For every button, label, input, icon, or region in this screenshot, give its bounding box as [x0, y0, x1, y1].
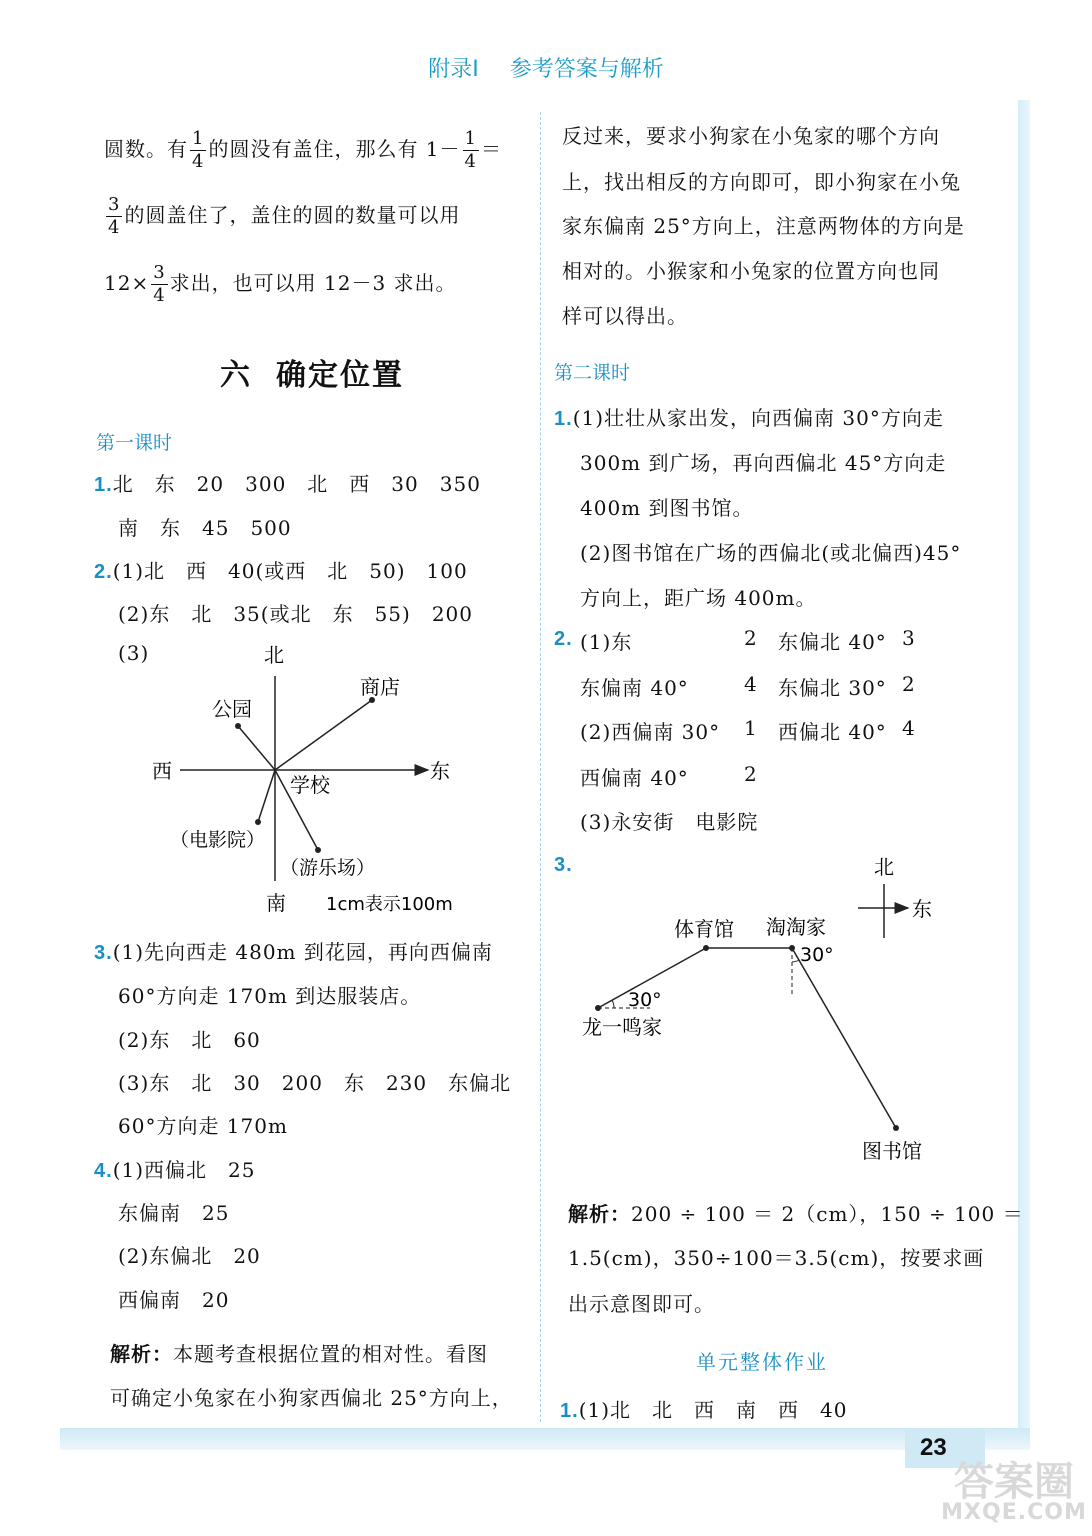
r-q1-line-3: 400m 到图书馆。: [580, 496, 754, 520]
q3-line-3: (2)东 北 60: [118, 1028, 261, 1052]
right-cont-line-2: 上，找出相反的方向即可，即小狗家在小兔: [562, 170, 961, 194]
page-edge-bottom: [60, 1428, 1030, 1450]
question-number: 3.: [94, 942, 113, 964]
angle-arc-1: [612, 1000, 614, 1008]
numerator: 3: [108, 194, 121, 215]
denominator: 4: [192, 151, 205, 172]
r-q2-number: [554, 626, 573, 651]
text: 12×: [104, 271, 150, 295]
analysis-text: 200 ÷ 100 ＝ 2（cm），150 ÷ 100 ＝: [631, 1202, 1024, 1226]
line-to-cinema: [258, 770, 275, 822]
denominator: 4: [464, 151, 477, 172]
right-analysis-line-1: [568, 1198, 1024, 1227]
fraction: [151, 264, 167, 305]
direction-map-1: [140, 636, 520, 920]
right-analysis-line-3: 出示意图即可。: [568, 1292, 715, 1316]
r-q2-r1-c2: 2: [744, 626, 758, 650]
q1-line-1: [94, 468, 481, 497]
appendix-label: 附录Ⅰ: [428, 57, 479, 82]
running-header: [0, 52, 1092, 83]
fraction: [106, 196, 122, 237]
r-q2-r4-c1: 西偏南 40°: [580, 766, 689, 790]
text: 圆数。有: [104, 137, 188, 161]
library-label: 图书馆: [862, 1139, 922, 1163]
watermark-text: 答案圈: [954, 1459, 1074, 1505]
q3-line-4: (3)东 北 30 200 东 230 东偏北: [118, 1071, 512, 1095]
numerator: 1: [192, 128, 205, 149]
taotao-label: 淘淘家: [766, 915, 826, 939]
right-cont-line-4: 相对的。小猴家和小兔家的位置方向也同: [562, 259, 940, 283]
r-q1-line-4: (2)图书馆在广场的西偏北(或北偏西)45°: [580, 541, 962, 565]
west-label: 西: [152, 759, 172, 783]
page-number: 23: [920, 1434, 947, 1461]
left-analysis-line-2: 可确定小兔家在小狗家西偏北 25°方向上，: [110, 1386, 513, 1410]
text: 的圆没有盖住，那么有 1－: [208, 137, 461, 161]
taotao-home-point: [789, 945, 795, 951]
q3-line-5: 60°方向走 170m: [118, 1114, 288, 1138]
analysis-text: 本题考查根据位置的相对性。看图: [173, 1342, 488, 1366]
angle-label-2: 30°: [800, 944, 834, 966]
left-analysis-line-1: [110, 1338, 488, 1367]
long-home-label: 龙一鸣家: [582, 1015, 662, 1039]
text: 求出，也可以用 12－3 求出。: [169, 271, 457, 295]
south-label: 南: [266, 891, 286, 915]
q4-line-1: [94, 1154, 255, 1183]
question-number: 3.: [554, 854, 573, 876]
answer-text: (1)先向西走 480m 到花园，再向西偏南: [112, 940, 493, 964]
chapter-title: 确定位置: [276, 358, 404, 393]
long-home-point: [595, 1005, 601, 1011]
unit-q1-line-1: [560, 1394, 847, 1423]
route-segment-3: [792, 948, 896, 1128]
q1-line-2: 南 东 45 500: [118, 516, 292, 540]
watermark-url: MXQE.COM: [941, 1500, 1087, 1525]
cinema-label: （电影院）: [170, 829, 266, 851]
compass-north-label: 北: [874, 855, 894, 879]
answer-text: 北 东 20 300 北 西 30 350: [112, 472, 481, 496]
park-point: [235, 723, 241, 729]
answer-text: (1)西偏北 25: [112, 1158, 256, 1182]
scale-label: 1cm表示100m: [326, 894, 453, 915]
intro-line-2: [104, 196, 460, 237]
question-number: 2.: [94, 561, 113, 583]
denominator: 4: [108, 217, 121, 238]
numerator: 3: [153, 262, 166, 283]
lesson-1-title: 第一课时: [96, 432, 173, 454]
text: 的圆盖住了，盖住的圆的数量可以用: [124, 203, 461, 227]
line-to-store: [275, 700, 372, 770]
r-q2-r2-c3: 东偏北 30°: [778, 676, 887, 700]
store-label: 商店: [360, 675, 400, 699]
page-edge-right: [1018, 100, 1030, 1440]
angle-arc-2: [792, 960, 799, 962]
gym-label: 体育馆: [674, 917, 734, 941]
q4-line-3: (2)东偏北 20: [118, 1244, 261, 1268]
r-q2-r3-c3: 西偏北 40°: [778, 720, 887, 744]
gym-point: [703, 945, 709, 951]
r-q2-r4-c2: 2: [744, 762, 758, 786]
r-q2-r2-c4: 2: [902, 672, 916, 696]
question-number: 1.: [560, 1400, 579, 1422]
q2-line-1: [94, 555, 468, 584]
r-q2-r3-c1: (2)西偏南 30°: [580, 720, 721, 744]
compass-east-label: 东: [912, 897, 932, 921]
q2-line-3: (3): [118, 641, 150, 665]
angle-label-1: 30°: [628, 989, 662, 1011]
r-q2-r1-c3: 东偏北 40°: [778, 630, 887, 654]
watermark-logo: [940, 1459, 1088, 1534]
q3-line-2: 60°方向走 170m 到达服装店。: [118, 984, 422, 1008]
route-map: [570, 846, 970, 1170]
r-q2-r1-c1: (1)东: [580, 630, 633, 654]
question-number: 1.: [94, 474, 113, 496]
chapter-number: 六: [220, 358, 252, 393]
q4-line-4: 西偏南 20: [118, 1288, 230, 1312]
lesson-2-title: 第二课时: [554, 362, 631, 384]
fraction: [190, 130, 206, 171]
numerator: 1: [464, 128, 477, 149]
r-q2-r3-c4: 4: [902, 716, 916, 740]
question-number: 2.: [554, 628, 573, 650]
north-label: 北: [264, 643, 284, 667]
right-cont-line-5: 样可以得出。: [562, 304, 688, 328]
r-q2-r2-c1: 东偏南 40°: [580, 676, 689, 700]
r-q1-line-5: 方向上，距广场 400m。: [580, 586, 817, 610]
denominator: 4: [153, 285, 166, 306]
right-cont-line-1: 反过来，要求小狗家在小兔家的哪个方向: [562, 124, 940, 148]
library-point: [893, 1125, 899, 1131]
right-analysis-line-2: 1.5(cm)，350÷100＝3.5(cm)，按要求画: [568, 1246, 985, 1270]
r-q2-r3-c2: 1: [744, 716, 758, 740]
question-number: 4.: [94, 1160, 113, 1182]
park-label: 公园: [212, 697, 252, 721]
analysis-label: 解析：: [110, 1342, 173, 1366]
r-q1-line-1: [554, 402, 944, 431]
cinema-point: [255, 819, 261, 825]
answer-text: (1)北 西 40(或西 北 50) 100: [112, 559, 468, 583]
text: ＝: [481, 137, 502, 161]
intro-line-3: [104, 264, 457, 305]
header-title: 参考答案与解析: [509, 57, 664, 82]
r-q1-line-2: 300m 到广场，再向西偏北 45°方向走: [580, 451, 947, 475]
analysis-label: 解析：: [568, 1202, 631, 1226]
intro-line-1: [104, 130, 502, 171]
right-cont-line-3: 家东偏南 25°方向上，注意两物体的方向是: [562, 214, 965, 238]
q4-line-2: 东偏南 25: [118, 1201, 230, 1225]
line-to-park: [238, 726, 275, 770]
question-number: 1.: [554, 408, 573, 430]
east-label: 东: [430, 759, 450, 783]
answer-text: (1)壮壮从家出发，向西偏南 30°方向走: [572, 406, 944, 430]
r-q2-r2-c2: 4: [744, 672, 758, 696]
chapter-heading: [220, 350, 404, 394]
r-q2-r1-c4: 3: [902, 626, 916, 650]
amusement-point: [315, 847, 321, 853]
answer-text: (1)北 北 西 南 西 40: [578, 1398, 848, 1422]
column-divider: [540, 112, 541, 1422]
q3-line-1: [94, 936, 493, 965]
q2-line-2: (2)东 北 35(或北 东 55) 200: [118, 602, 474, 626]
r-q2-r5: (3)永安街 电影院: [580, 810, 759, 834]
fraction: [463, 130, 479, 171]
school-label: 学校: [290, 773, 330, 797]
unit-homework-title: 单元整体作业: [696, 1350, 828, 1374]
amusement-label: （游乐场）: [280, 857, 376, 879]
